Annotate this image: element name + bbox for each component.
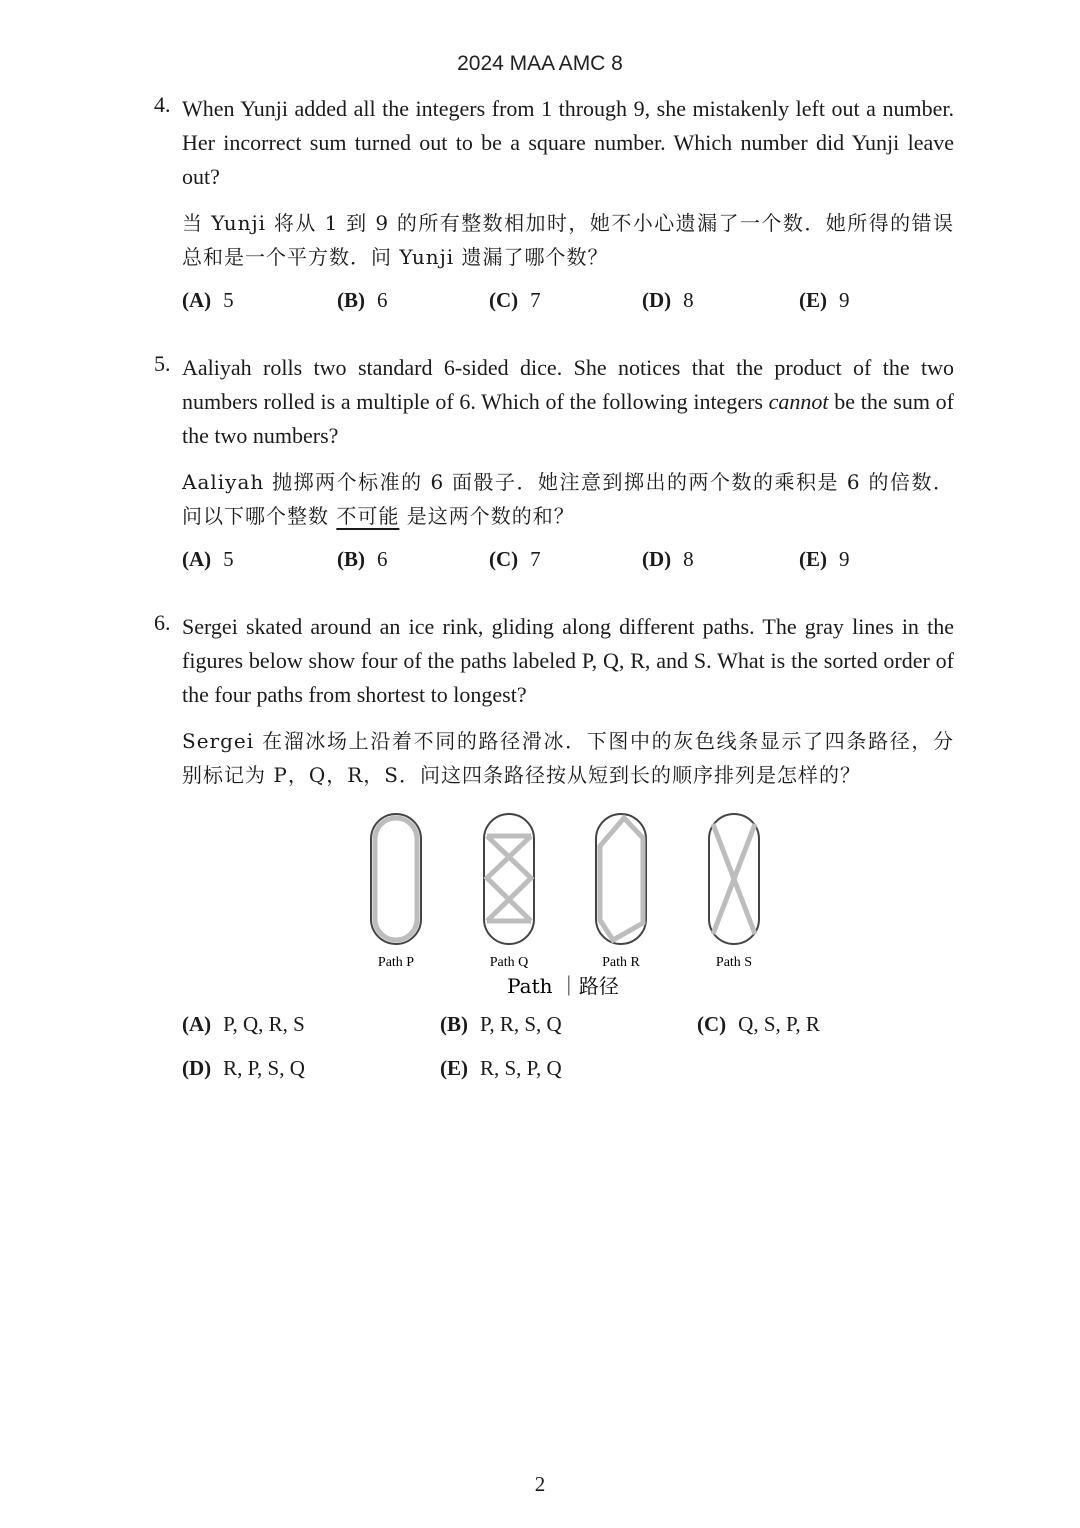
choice-a[interactable]: (A) 5 (182, 288, 234, 312)
choice-b[interactable]: (B) 6 (337, 547, 388, 571)
problem-4 (154, 92, 954, 322)
label-path-q: Path Q (489, 955, 529, 970)
choice-c[interactable]: (C) 7 (489, 547, 541, 571)
underlined-emphasis: 不可能 (336, 504, 400, 528)
problem-text-zh: Sergei 在溜冰场上沿着不同的路径滑冰．下图中的灰色线条显示了四条路径，分别标记为 P，Q，R，S．问这四条路径按从短到长的顺序排列是怎样的？ (182, 729, 954, 787)
emphasis-cannot: cannot (768, 389, 829, 414)
label-path-s: Path S (715, 955, 753, 970)
problem-number: 4. (154, 92, 171, 117)
problem-5 (154, 351, 954, 581)
choice-b[interactable]: (B) P, R, S, Q (440, 1012, 562, 1036)
path-s-diagram (709, 814, 759, 944)
label-path-r: Path R (602, 955, 640, 970)
path-r-diagram (596, 814, 646, 944)
choice-e[interactable]: (E) 9 (799, 288, 850, 312)
paths-figure (366, 808, 766, 1008)
problem-text-en: Sergei skated around an ice rink, gliding along different paths. The gray lines in the figures below show four of the paths labeled P, Q, R, and S. What is the sorted order of the four paths from shortest to longest? (182, 614, 954, 707)
choice-c[interactable]: (C) Q, S, P, R (697, 1012, 820, 1036)
figure-caption: Path ｜路径 (507, 974, 619, 998)
choice-d[interactable]: (D) 8 (642, 547, 694, 571)
answer-choices (182, 547, 954, 581)
problem-number: 5. (154, 351, 171, 376)
path-p-diagram (371, 814, 421, 944)
page-header: 2024 MAA AMC 8 (457, 52, 623, 75)
answer-choices (182, 288, 954, 322)
choice-c[interactable]: (C) 7 (489, 288, 541, 312)
problem-text-en: Aaliyah rolls two standard 6-sided dice. She notices that the product of the two numbers rolled is a multiple of 6. Which of the following integers cannot be the sum of the two numbers? (182, 355, 954, 448)
problem-text-en: When Yunji added all the integers from 1 through 9, she mistakenly left out a number. Her incorrect sum turned out to be a square number. Which number did Yunji leave out? (182, 96, 954, 189)
choice-a[interactable]: (A) P, Q, R, S (182, 1012, 305, 1036)
choice-e[interactable]: (E) 9 (799, 547, 850, 571)
label-path-p: Path P (377, 955, 415, 970)
path-q-diagram (484, 814, 534, 944)
choice-d[interactable]: (D) 8 (642, 288, 694, 312)
problem-number: 6. (154, 610, 171, 635)
problem-text-zh: Aaliyah 抛掷两个标准的 6 面骰子．她注意到掷出的两个数的乘积是 6 的倍数．问以下哪个整数 不可能 是这两个数的和？ (182, 470, 954, 528)
answer-choices-6 (182, 1012, 942, 1100)
choice-d[interactable]: (D) R, P, S, Q (182, 1056, 305, 1080)
choice-a[interactable]: (A) 5 (182, 547, 234, 571)
page-number: 2 (534, 1472, 546, 1496)
choice-e[interactable]: (E) R, S, P, Q (440, 1056, 562, 1080)
paths-diagram (366, 808, 766, 1008)
choice-b[interactable]: (B) 6 (337, 288, 388, 312)
problem-6 (154, 610, 954, 792)
problem-text-zh: 当 Yunji 将从 1 到 9 的所有整数相加时，她不小心遗漏了一个数．她所得的错误总和是一个平方数．问 Yunji 遗漏了哪个数？ (182, 211, 954, 269)
